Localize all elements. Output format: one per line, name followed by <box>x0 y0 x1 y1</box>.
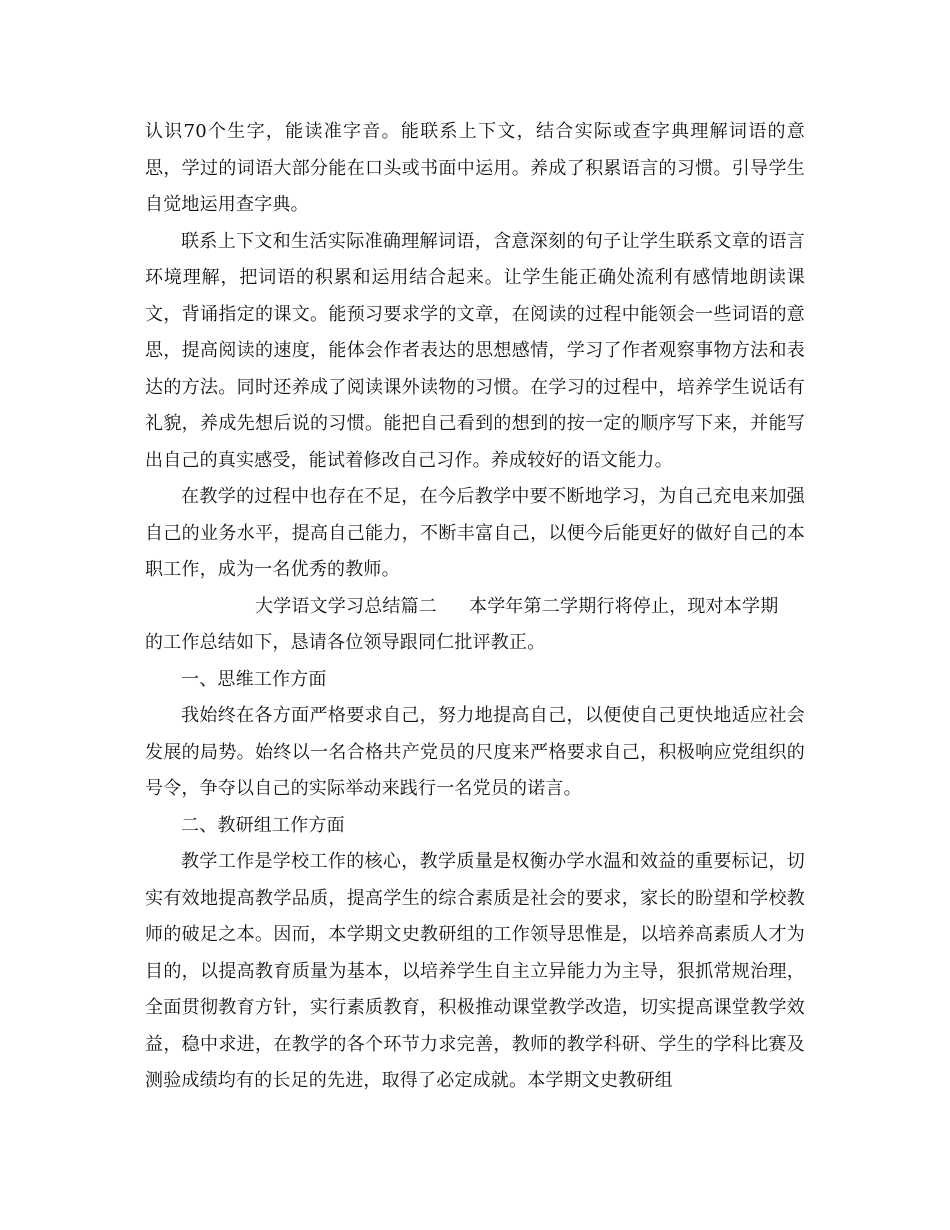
paragraph-1: 认识70个生字，能读准字音。能联系上下文，结合实际或查字典理解词语的意思，学过的词语大部分能在口头或书面中运用。养成了积累语言的习惯。引导学生自觉地运用查字典。 <box>145 121 805 215</box>
section-title: 大学语文学习总结篇二 <box>255 595 437 617</box>
heading-teaching-research: 二、教研组工作方面 <box>181 814 345 836</box>
paragraph-5: 我始终在各方面严格要求自己，努力地提高自己，以便使自己更快地适应社会发展的局势。始终以一名合格共产党员的尺度来严格要求自己，积极响应党组织的号令，争夺以自己的实际举动来践行一名党员的诺言。 <box>145 705 805 799</box>
paragraph-4-rest: 的工作总结如下，恳请各位领导跟同仁批评教正。 <box>145 632 546 653</box>
heading-thinking-work: 一、思维工作方面 <box>181 668 327 690</box>
paragraph-6: 教学工作是学校工作的核心，教学质量是权衡办学水温和效益的重要标记，切实有效地提高教学品质，提高学生的综合素质是社会的要求，家长的盼望和学校教师的破足之本。因而，本学期文史教研组的工作领导思惟是，以培养高素质人才为目的，以提高教育质量为基本，以培养学生自主立异能力为主导，狠抓常规治理，全面贯彻教育方针，实行素质教育，积极推动课堂教学改造，切实提高课堂教学效益，稳中求进，在教学的各个环节力求完善，教师的教学科研、学生的学科比赛及测验成绩均有的长足的先进，取得了必定成就。本学期文史教研组 <box>145 851 805 1091</box>
document-body <box>145 114 805 1100</box>
paragraph-3: 在教学的过程中也存在不足，在今后教学中要不断地学习，为自己充电来加强自己的业务水平，提高自己能力，不断丰富自己，以便今后能更好的做好自己的本职工作，成为一名优秀的教师。 <box>145 486 805 580</box>
paragraph-4-start: 本学年第二学期行将停止，现对本学期 <box>469 595 779 617</box>
paragraph-2: 联系上下文和生活实际准确理解词语，含意深刻的句子让学生联系文章的语言环境理解，把词语的积累和运用结合起来。让学生能正确处流利有感情地朗读课文，背诵指定的课文。能预习要求学的文章，在阅读的过程中能领会一些词语的意思，提高阅读的速度，能体会作者表达的思想感情，学习了作者观察事物方法和表达的方法。同时还养成了阅读课外读物的习惯。在学习的过程中，培养学生说话有礼貌，养成先想后说的习惯。能把自己看到的想到的按一定的顺序写下来，并能写出自己的真实感受，能试着修改自己习作。养成较好的语文能力。 <box>145 230 805 471</box>
section-title-line <box>145 589 805 626</box>
